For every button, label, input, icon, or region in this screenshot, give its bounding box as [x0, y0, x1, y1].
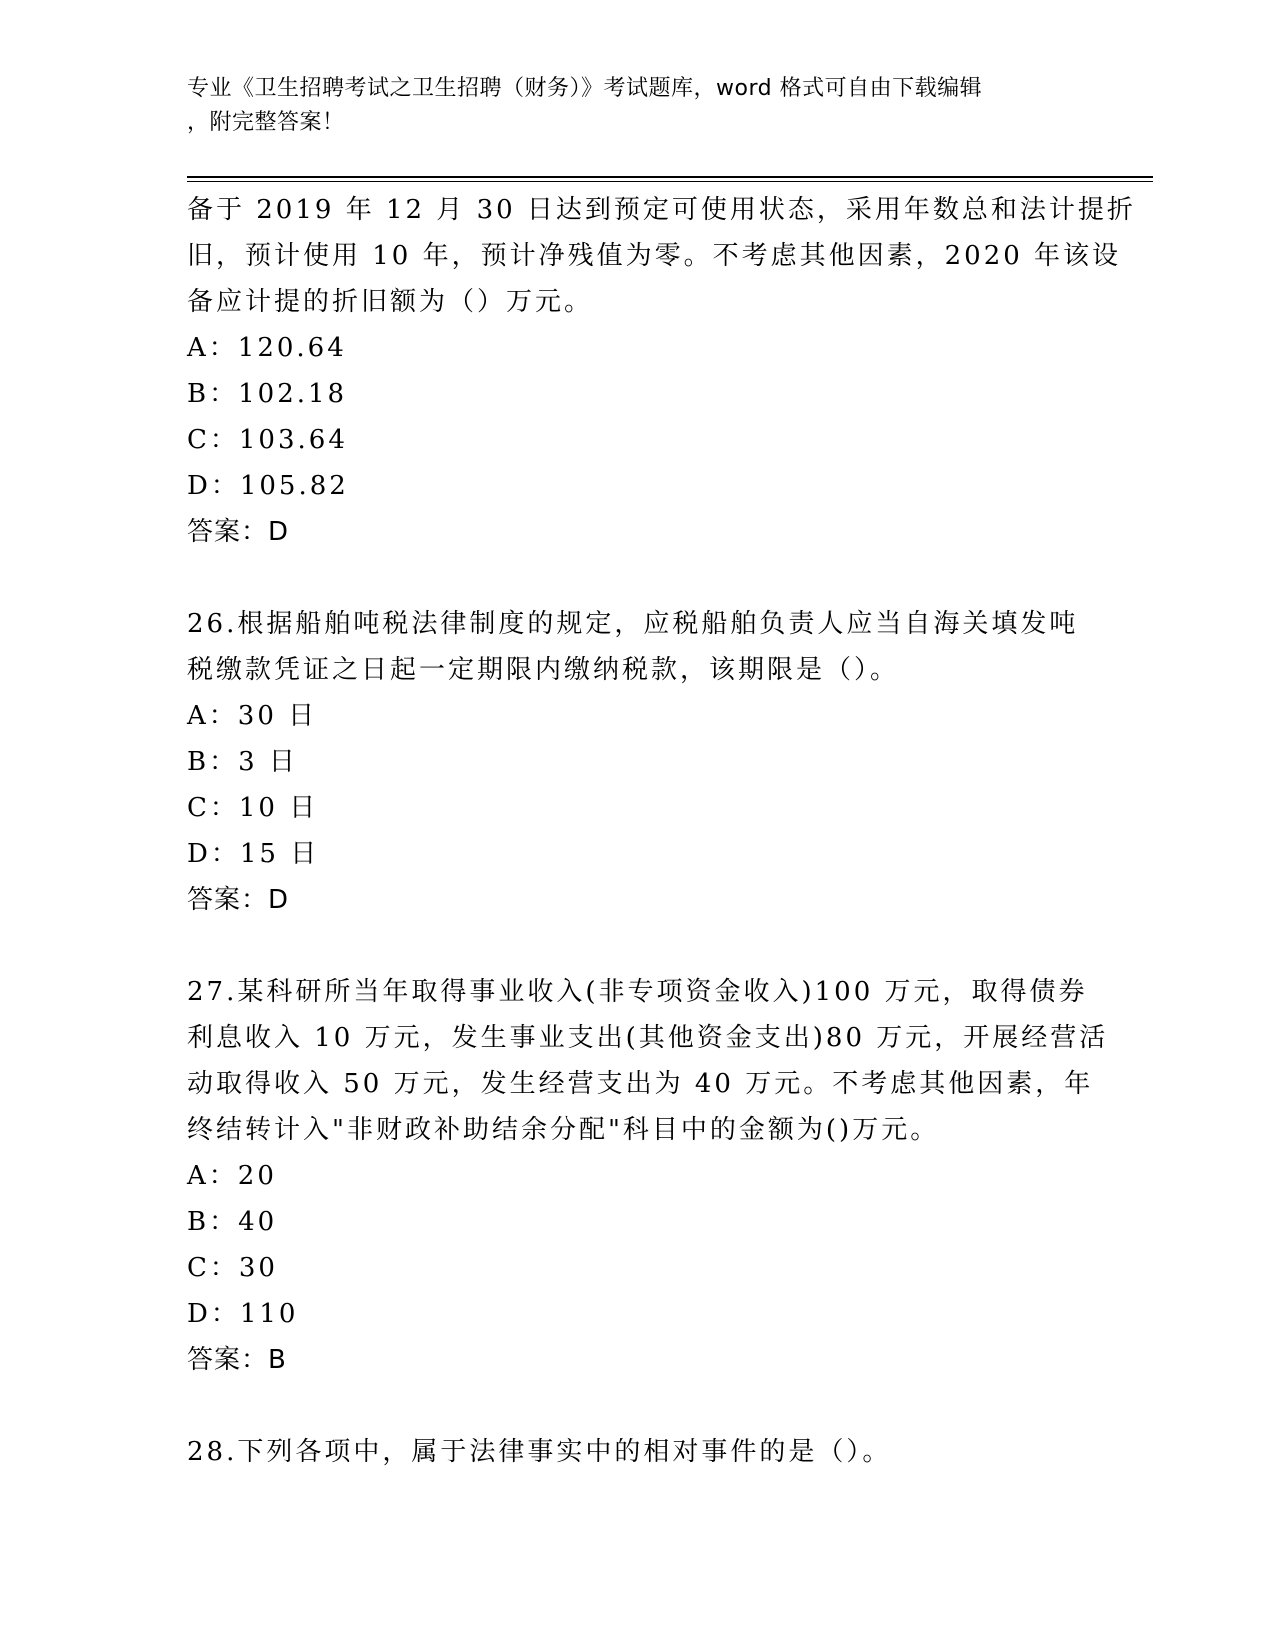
question-stem-line: 终结转计入"非财政补助结余分配"科目中的金额为()万元。 [187, 1115, 940, 1145]
document-header [187, 72, 1067, 140]
question-stem-line: 26.根据船舶吨税法律制度的规定，应税船舶负责人应当自海关填发吨 [187, 609, 1079, 639]
answer-line: 答案：D [187, 517, 290, 547]
option-c: C：30 [187, 1253, 278, 1283]
option-b: B：40 [187, 1207, 278, 1237]
question-28 [187, 1429, 1087, 1475]
answer-line: 答案：B [187, 1345, 287, 1375]
option-c: C：103.64 [187, 425, 348, 455]
option-b: B：102.18 [187, 379, 348, 409]
question-stem-line: 利息收入 10 万元，发生事业支出(其他资金支出)80 万元，开展经营活 [187, 1023, 1109, 1053]
question-spacer [187, 555, 1087, 601]
question-stem-line: 旧，预计使用 10 年，预计净残值为零。不考虑其他因素，2020 年该设 [187, 241, 1122, 271]
question-stem-line: 备应计提的折旧额为（）万元。 [187, 287, 594, 317]
header-divider-thin [187, 181, 1153, 182]
answer-line: 答案：D [187, 885, 290, 915]
option-a: A：120.64 [187, 333, 347, 363]
option-d: D：105.82 [187, 471, 349, 501]
option-a: A：30 日 [187, 701, 318, 731]
question-27 [187, 969, 1109, 1383]
header-line-1: 专业《卫生招聘考试之卫生招聘（财务）》考试题库，word 格式可自由下载编辑 [187, 76, 983, 101]
option-d: D：110 [187, 1299, 299, 1329]
question-stem-line: 税缴款凭证之日起一定期限内缴纳税款，该期限是（）。 [187, 655, 900, 685]
question-spacer [187, 1383, 1087, 1429]
option-a: A：20 [187, 1161, 277, 1191]
question-stem-line: 27.某科研所当年取得事业收入(非专项资金收入)100 万元，取得债券 [187, 977, 1088, 1007]
question-25 [187, 187, 1136, 555]
option-d: D：15 日 [187, 839, 320, 869]
question-stem-line: 28.下列各项中，属于法律事实中的相对事件的是（）。 [187, 1437, 892, 1467]
question-stem-line: 动取得收入 50 万元，发生经营支出为 40 万元。不考虑其他因素，年 [187, 1069, 1094, 1099]
question-26 [187, 601, 1087, 923]
question-spacer [187, 923, 1087, 969]
question-list [187, 187, 1136, 1475]
option-b: B：3 日 [187, 747, 298, 777]
question-stem-line: 备于 2019 年 12 月 30 日达到预定可使用状态，采用年数总和法计提折 [187, 195, 1136, 225]
header-line-2: ，附完整答案！ [187, 110, 345, 135]
option-c: C：10 日 [187, 793, 319, 823]
header-divider-thick [187, 176, 1153, 178]
